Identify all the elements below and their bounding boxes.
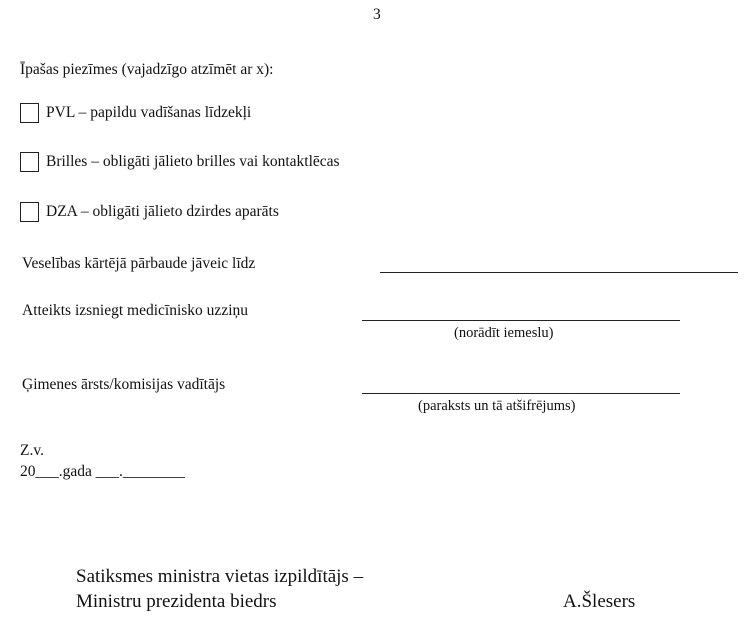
brilles-label: Brilles – obligāti jālieto brilles vai kontaktlēcas [46,153,340,170]
notes-heading: Īpašas piezīmes (vajadzīgo atzīmēt ar x): [20,61,274,78]
pvl-checkbox[interactable] [20,103,39,123]
refused-hint: (norādīt iemeslu) [454,325,554,341]
doctor-signature-line[interactable] [362,393,680,394]
stamp-date-line[interactable]: 20___.gada ___.________ [20,463,185,480]
stamp-label: Z.v. [20,442,44,459]
health-check-label: Veselības kārtējā pārbaude jāveic līdz [22,255,256,272]
refused-reason-line[interactable] [362,320,680,321]
signature-name: A.Šlesers [563,591,636,612]
page-number: 3 [373,6,381,23]
signature-title-line1: Satiksmes ministra vietas izpildītājs – [76,566,364,587]
dza-checkbox[interactable] [20,202,39,222]
pvl-label: PVL – papildu vadīšanas līdzekļi [46,104,252,121]
health-check-date-line[interactable] [380,272,738,273]
brilles-checkbox[interactable] [20,152,39,172]
doctor-label: Ģimenes ārsts/komisijas vadītājs [22,376,226,393]
doctor-hint: (paraksts un tā atšifrējums) [418,398,576,414]
signature-title-line2: Ministru prezidenta biedrs [76,591,277,612]
dza-label: DZA – obligāti jālieto dzirdes aparāts [46,203,279,220]
refused-label: Atteikts izsniegt medicīnisko uzziņu [22,302,248,319]
